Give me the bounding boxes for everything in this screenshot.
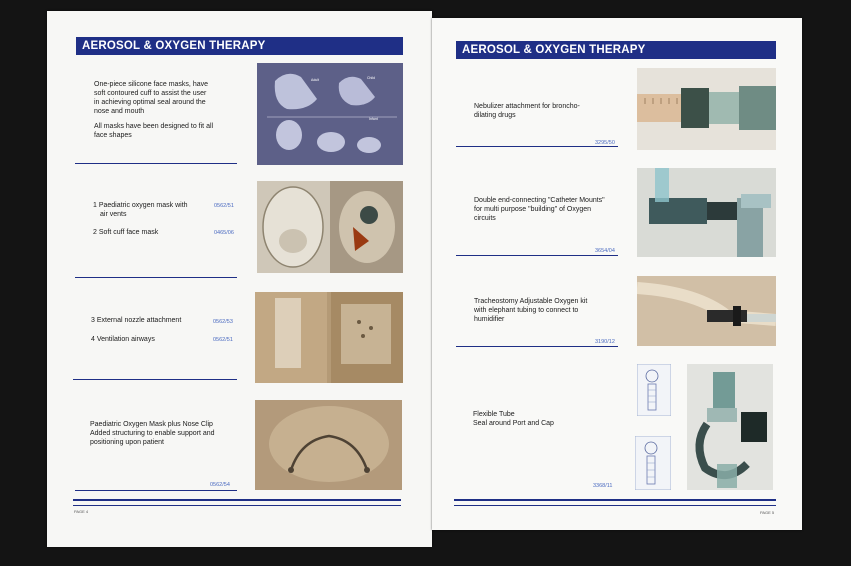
left-page-number: PAGE 4 <box>74 509 89 514</box>
line: Added structuring to enable support and <box>90 430 215 437</box>
left-page <box>47 11 432 547</box>
line: Tracheostomy Adjustable Oxygen kit <box>474 298 588 305</box>
right-footer-rule-2 <box>454 505 776 506</box>
right-rule-2 <box>456 255 618 256</box>
left-rule-3 <box>73 379 237 380</box>
left-section-4-text <box>90 420 240 447</box>
line: circuits <box>474 215 496 222</box>
line: air vents <box>100 211 127 218</box>
right-header: AEROSOL & OXYGEN THERAPY <box>456 41 776 59</box>
code-3654-04: 3654/04 <box>595 248 615 254</box>
code-3190-12: 3190/12 <box>595 339 615 345</box>
line: Seal around Port and Cap <box>473 420 554 427</box>
line: Double end-connecting "Catheter Mounts" <box>474 197 605 204</box>
right-section-1-text <box>474 102 624 120</box>
flexible-tube-diagram-2 <box>635 436 671 490</box>
left-section-1-text <box>94 80 244 140</box>
line: dilating drugs <box>474 112 516 119</box>
left-section-3-item-1: 3 External nozzle attachment <box>91 317 182 324</box>
left-footer-rule-2 <box>73 505 401 506</box>
left-footer-rule-1 <box>73 499 401 501</box>
flexible-tube-diagram-1 <box>637 364 671 416</box>
line: for multi purpose "building" of Oxygen <box>474 206 592 213</box>
paediatric-mask-photo <box>257 181 403 273</box>
code-0562-54: 0562/54 <box>210 482 230 488</box>
code-0465-06: 0465/06 <box>214 230 234 236</box>
right-footer-rule-1 <box>454 499 776 501</box>
line: soft contoured cuff to assist the user <box>94 90 207 97</box>
nebulizer-photo <box>637 68 776 150</box>
left-rule-2 <box>75 277 237 278</box>
line: in achieving optimal seal around the <box>94 99 206 106</box>
code-3368-11: 3368/11 <box>593 483 613 489</box>
label-infant: Infant <box>369 117 378 121</box>
right-rule-3 <box>456 346 618 347</box>
line: One-piece silicone face masks, have <box>94 81 208 88</box>
code-0562-51: 0562/51 <box>214 203 234 209</box>
left-section-2-item-1 <box>93 201 213 219</box>
line: Flexible Tube <box>473 411 515 418</box>
right-section-2-text <box>474 196 634 223</box>
left-section-3-item-2: 4 Ventilation airways <box>91 336 155 343</box>
flexible-tube-photo <box>687 364 773 490</box>
line: nose and mouth <box>94 108 145 115</box>
right-page <box>432 18 802 530</box>
catheter-mount-photo <box>637 168 776 257</box>
code-3295-50: 3295/50 <box>595 140 615 146</box>
code-0562-53: 0562/53 <box>213 319 233 325</box>
right-rule-1 <box>456 146 618 147</box>
left-rule-4 <box>75 490 237 491</box>
left-section-2-item-2: 2 Soft cuff face mask <box>93 229 159 236</box>
line: positioning upon patient <box>90 439 164 446</box>
line: All masks have been designed to fit all <box>94 123 214 130</box>
masks-photo <box>257 63 403 165</box>
line: Paediatric Oxygen Mask plus Nose Clip <box>90 421 213 428</box>
line: Nebulizer attachment for broncho- <box>474 103 580 110</box>
label-child: Child <box>367 76 375 80</box>
left-rule-1 <box>75 163 237 164</box>
line: face shapes <box>94 132 132 139</box>
line: humidifier <box>474 316 505 323</box>
tracheostomy-kit-photo <box>637 276 776 346</box>
code-0562-51b: 0562/51 <box>213 337 233 343</box>
line: with elephant tubing to connect to <box>474 307 579 314</box>
label-adult: Adult <box>311 78 319 82</box>
right-page-number: PAGE 5 <box>760 510 775 515</box>
nozzle-airway-photo <box>255 292 403 383</box>
right-section-4-text <box>473 410 633 428</box>
left-header: AEROSOL & OXYGEN THERAPY <box>76 37 403 55</box>
line: 1 Paediatric oxygen mask with <box>93 202 188 209</box>
right-section-3-text <box>474 297 634 324</box>
nose-clip-photo <box>255 400 402 490</box>
